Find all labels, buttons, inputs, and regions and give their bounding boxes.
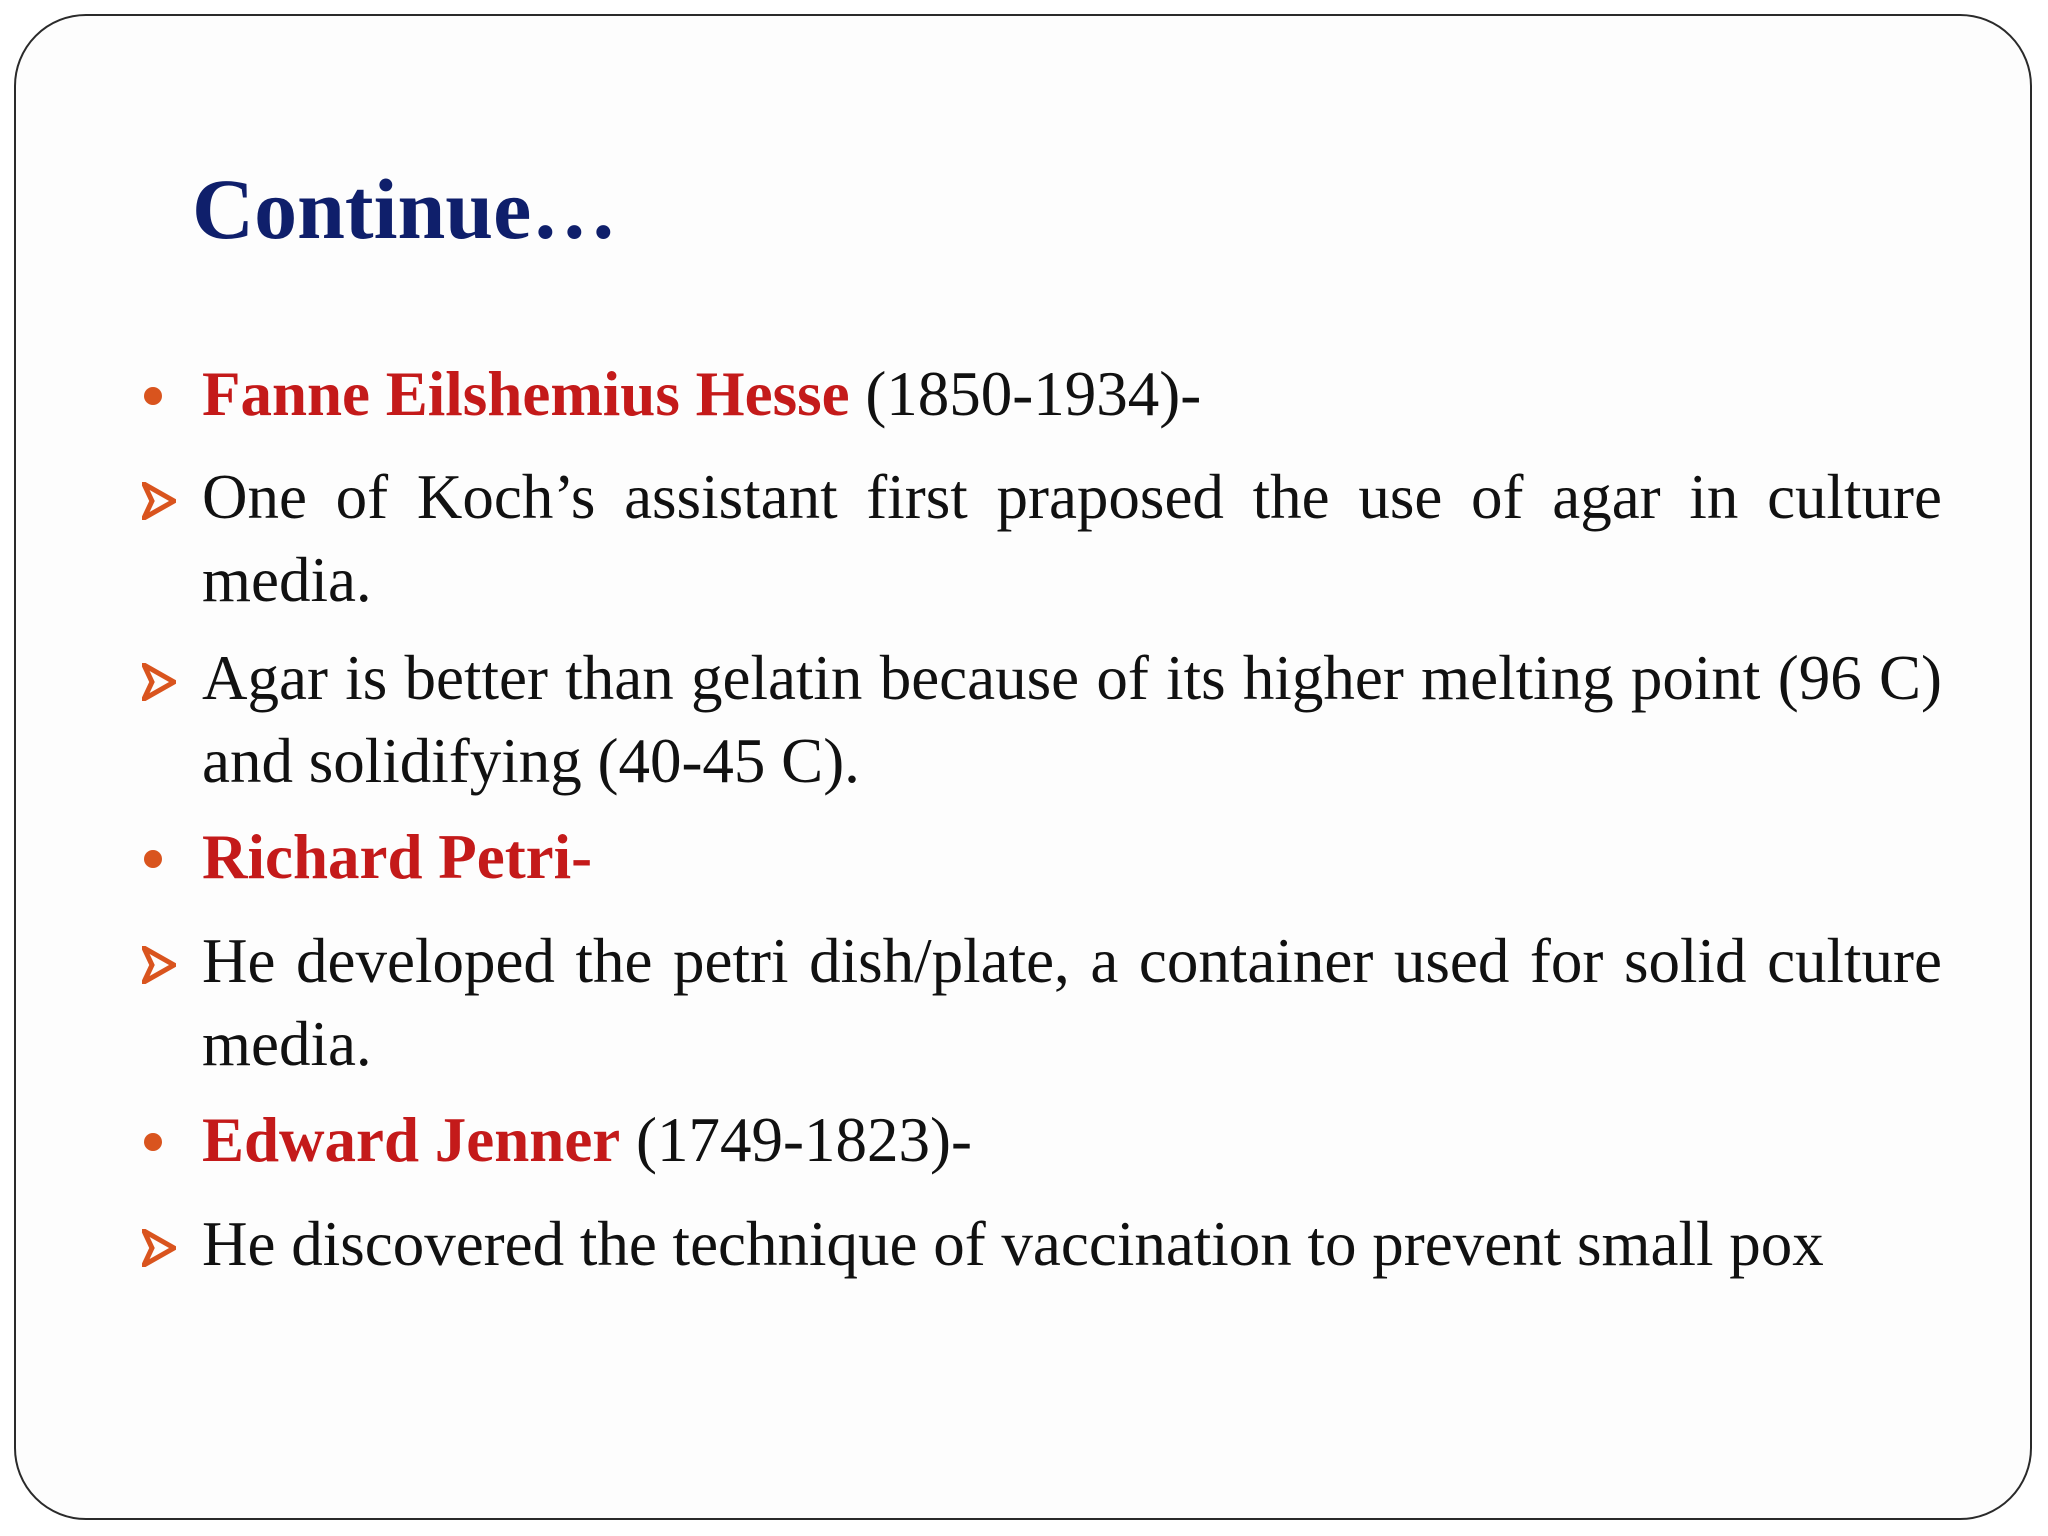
person-name: Richard Petri- [202, 822, 593, 892]
entry-agar-vs-gelatin: Agar is better than gelatin because of its higher melting point (96 C) and solidifying (40-45 C). [202, 643, 1942, 796]
entry-agar-proposal: One of Koch’s assistant first praposed the use of agar in culture media. [202, 462, 1942, 615]
entry-vaccination: He discovered the technique of vaccination to prevent small pox [202, 1209, 1824, 1279]
arrow-bullet-icon [142, 663, 176, 701]
person-years: (1749-1823)- [620, 1105, 972, 1175]
entry-petri [202, 816, 1942, 899]
slide-title: Continue… [192, 161, 618, 257]
circle-bullet-icon [144, 387, 162, 405]
circle-bullet-icon [144, 1133, 162, 1151]
person-years: (1850-1934)- [849, 359, 1202, 429]
person-name: Fanne Eilshemius Hesse [202, 359, 850, 429]
entry-petri-dish: He developed the petri dish/plate, a container used for solid culture media. [202, 926, 1942, 1079]
entry-jenner [202, 1099, 1942, 1182]
arrow-bullet-icon [142, 946, 176, 984]
circle-bullet-icon [144, 850, 162, 868]
slide-frame [14, 14, 2032, 1520]
arrow-bullet-icon [142, 482, 176, 520]
person-name: Edward Jenner [202, 1105, 621, 1175]
arrow-bullet-icon [142, 1229, 176, 1267]
entry-hesse [202, 353, 1942, 436]
